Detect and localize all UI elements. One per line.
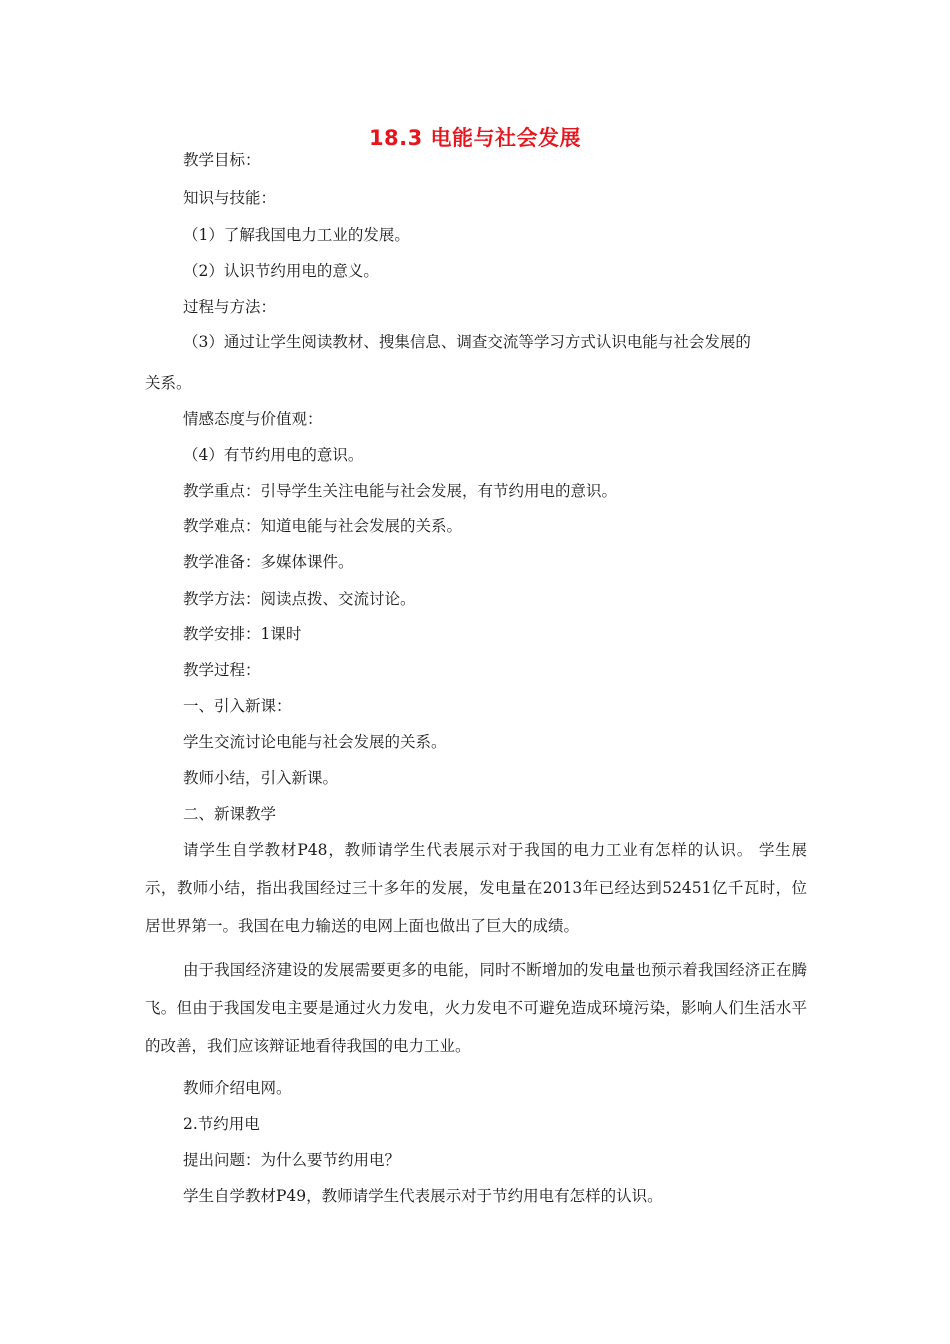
paragraph-economic-development: 由于我国经济建设的发展需要更多的电能，同时不断增加的发电量也预示着我国经济正在腾飞。但由于我国发电主要是通过火力发电，火力发电不可避免造成环境污染，影响人们生活水平的改善，我们应该辩证地看待我国的电力工业。 xyxy=(145,961,807,1055)
objective-1: （1）了解我国电力工业的发展。 xyxy=(183,226,410,244)
page-title: 18.3 电能与社会发展 xyxy=(368,126,582,150)
section-save-electricity-heading: 2.节约用电 xyxy=(183,1115,260,1133)
teaching-focus: 教学重点：引导学生关注电能与社会发展，有节约用电的意识。 xyxy=(183,482,618,500)
teaching-difficulty: 教学难点：知道电能与社会发展的关系。 xyxy=(183,517,463,535)
teaching-process-heading: 教学过程： xyxy=(183,661,261,679)
intro-step-1: 学生交流讨论电能与社会发展的关系。 xyxy=(183,733,447,751)
section-new-lesson-heading: 二、新课教学 xyxy=(183,805,277,823)
section-intro-heading: 一、引入新课： xyxy=(183,697,292,715)
grid-introduction: 教师介绍电网。 xyxy=(183,1079,292,1097)
self-study-p49: 学生自学教材P49，教师请学生代表展示对于节约用电有怎样的认识。 xyxy=(183,1187,663,1205)
objective-2: （2）认识节约用电的意义。 xyxy=(183,262,379,280)
objective-3-line1: （3）通过让学生阅读教材、搜集信息、调查交流等学习方式认识电能与社会发展的 xyxy=(183,333,751,351)
teaching-preparation: 教学准备：多媒体课件。 xyxy=(183,553,354,571)
knowledge-skills-heading: 知识与技能： xyxy=(183,189,277,207)
process-method-heading: 过程与方法： xyxy=(183,298,277,316)
question-why-save: 提出问题：为什么要节约用电？ xyxy=(183,1151,401,1169)
emotion-values-heading: 情感态度与价值观： xyxy=(183,410,323,428)
teaching-schedule: 教学安排：1课时 xyxy=(183,625,302,643)
paragraph-power-industry: 请学生自学教材P48，教师请学生代表展示对于我国的电力工业有怎样的认识。 学生展示，教师小结，指出我国经过三十多年的发展，发电量在2013年已经达到52451亿千瓦时，位居世界第一。我国在电力输送的电网上面也做出了巨大的成绩。 xyxy=(145,841,807,935)
objectives-heading: 教学目标： xyxy=(183,151,261,169)
objective-3-line2: 关系。 xyxy=(145,374,192,392)
teaching-method: 教学方法：阅读点拨、交流讨论。 xyxy=(183,590,416,608)
intro-step-2: 教师小结，引入新课。 xyxy=(183,769,339,787)
objective-4: （4）有节约用电的意识。 xyxy=(183,446,364,464)
